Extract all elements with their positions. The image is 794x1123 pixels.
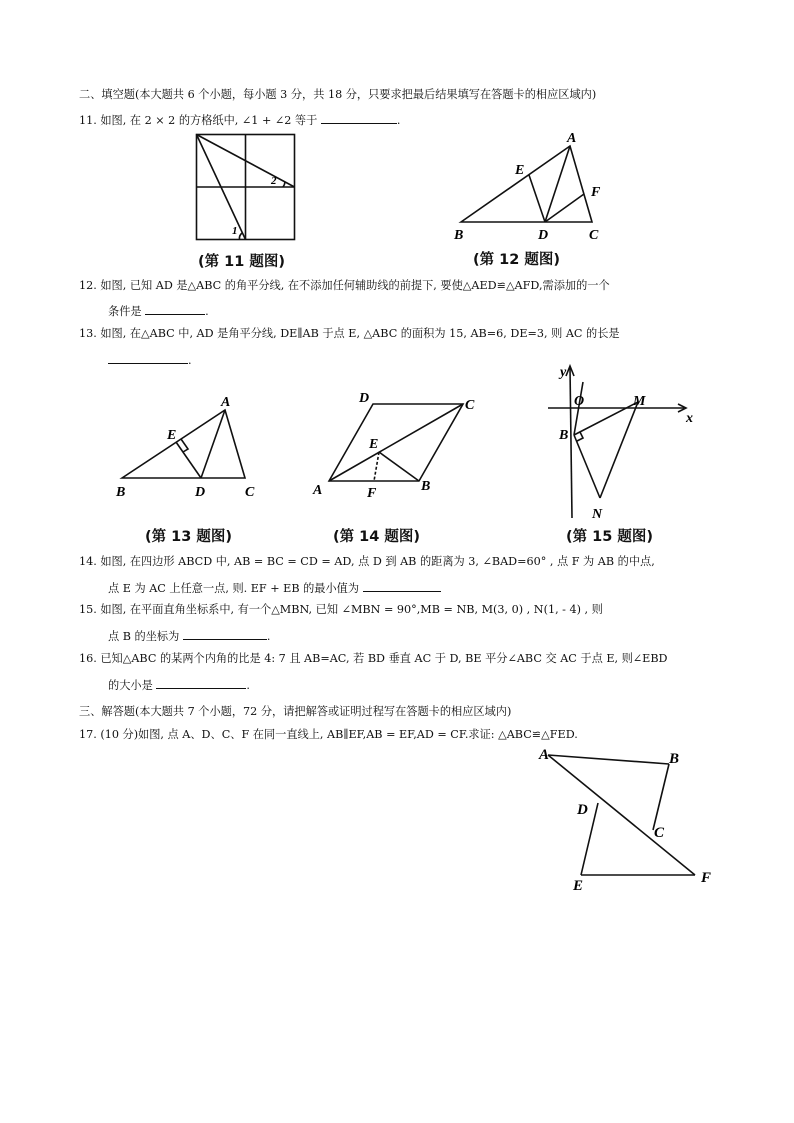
- angle-2-label: 2: [271, 175, 277, 187]
- question-12-line-1: 12. 如图, 已知 AD 是△ABC 的角平分线, 在不添加任何辅助线的前提下, 要使△AED≌△AFD,需添加的一个: [79, 279, 610, 292]
- figure-17: [535, 745, 725, 895]
- answer-blank-12[interactable]: [145, 302, 205, 315]
- point-label-f: F: [591, 185, 601, 200]
- angle-1-label: 1: [232, 225, 238, 237]
- question-13-period: .: [188, 354, 192, 367]
- question-14-line-1: 14. 如图, 在四边形 ABCD 中, AB = BC = CD = AD, 点 D 到 AB 的距离为 3, ∠BAD=60° , 点 F 为 AB 的中点,: [79, 555, 655, 568]
- point-label-a: A: [539, 747, 550, 763]
- question-13-line-1: 13. 如图, 在△ABC 中, AD 是角平分线, DE∥AB 于点 E, △ABC 的面积为 15, AB=6, DE=3, 则 AC 的长是: [79, 327, 620, 340]
- point-label-m: M: [633, 394, 646, 409]
- point-label-f: F: [701, 870, 712, 886]
- axis-label-y: y: [560, 365, 567, 380]
- point-label-c: C: [245, 485, 255, 500]
- question-14-text: 点 E 为 AC 上任意一点, 则. EF + EB 的最小值为: [108, 582, 360, 595]
- point-label-a: A: [567, 131, 577, 146]
- point-label-d: D: [538, 228, 549, 243]
- question-16-prefix: 的大小是: [108, 679, 153, 692]
- point-label-b: B: [669, 751, 680, 767]
- axis-label-x: x: [686, 411, 693, 426]
- figure-15-coordinate-plane: [540, 360, 700, 525]
- question-15-period: .: [266, 630, 271, 643]
- answer-blank-16[interactable]: [156, 676, 246, 689]
- point-label-b: B: [559, 428, 569, 443]
- question-12-line-2: [108, 302, 209, 319]
- question-12-prefix: 条件是: [108, 305, 142, 318]
- point-label-a: A: [221, 395, 231, 410]
- question-11-period: .: [396, 114, 401, 127]
- point-label-e: E: [573, 878, 584, 894]
- point-label-e: E: [167, 428, 177, 443]
- origin-label: O: [574, 394, 585, 409]
- question-15-line-2: [108, 627, 270, 644]
- point-label-e: E: [515, 163, 525, 178]
- question-16-period: .: [246, 679, 250, 692]
- point-label-b: B: [116, 485, 126, 500]
- question-15-prefix: 点 B 的坐标为: [108, 630, 180, 643]
- caption-figure-14: (第 14 题图): [333, 529, 421, 545]
- question-17: 17. (10 分)如图, 点 A、D、C、F 在同一直线上, AB∥EF,AB = EF,AD = CF.求证: △ABC≌△FED.: [79, 728, 578, 741]
- point-label-n: N: [592, 507, 603, 522]
- point-label-c: C: [465, 398, 475, 413]
- point-label-d: D: [577, 802, 588, 818]
- answer-blank-15[interactable]: [183, 627, 267, 640]
- point-label-d: D: [359, 391, 370, 406]
- figure-11-grid: [190, 130, 305, 245]
- caption-figure-15: (第 15 题图): [566, 529, 654, 545]
- question-16-line-1: 16. 已知△ABC 的某两个内角的比是 4: 7 且 AB=AC, 若 BD 垂直 AC 于 D, BE 平分∠ABC 交 AC 于点 E, 则∠EBD: [79, 652, 668, 665]
- section-heading-solutions: 三、解答题(本大题共 7 个小题，72 分，请把解答或证明过程写在答题卡的相应区域内): [79, 705, 512, 718]
- question-11-text: 11. 如图, 在 2 × 2 的方格纸中, ∠1 + ∠2 等于: [79, 114, 318, 127]
- point-label-b: B: [421, 479, 431, 494]
- figure-14-rhombus: [305, 385, 485, 505]
- question-15-line-1: 15. 如图, 在平面直角坐标系中, 有一个△MBN, 已知 ∠MBN = 90°,MB = NB, M(3, 0) , N(1, - 4) , 则: [79, 603, 603, 616]
- point-label-e: E: [369, 437, 379, 452]
- point-label-f: F: [367, 486, 377, 501]
- caption-figure-12: (第 12 题图): [473, 252, 561, 268]
- answer-blank-14[interactable]: [363, 579, 441, 592]
- point-label-b: B: [454, 228, 464, 243]
- figure-13-triangle: [110, 390, 270, 505]
- question-14-line-2: [108, 579, 441, 596]
- caption-figure-13: (第 13 题图): [145, 529, 233, 545]
- caption-figure-11: (第 11 题图): [198, 254, 286, 270]
- point-label-c: C: [589, 228, 599, 243]
- point-label-c: C: [654, 825, 665, 841]
- section-heading-fill-in: 二、填空题(本大题共 6 个小题，每小题 3 分，共 18 分，只要求把最后结果填写在答题卡的相应区域内): [79, 88, 597, 101]
- question-11: [79, 111, 400, 128]
- question-12-period: .: [205, 305, 209, 318]
- figure-12-triangle: [450, 130, 610, 245]
- answer-blank-13[interactable]: [108, 351, 188, 364]
- question-16-line-2: [108, 676, 250, 693]
- point-label-d: D: [195, 485, 206, 500]
- answer-blank-11[interactable]: [321, 111, 397, 124]
- question-13-line-2: [108, 351, 192, 368]
- point-label-a: A: [313, 483, 323, 498]
